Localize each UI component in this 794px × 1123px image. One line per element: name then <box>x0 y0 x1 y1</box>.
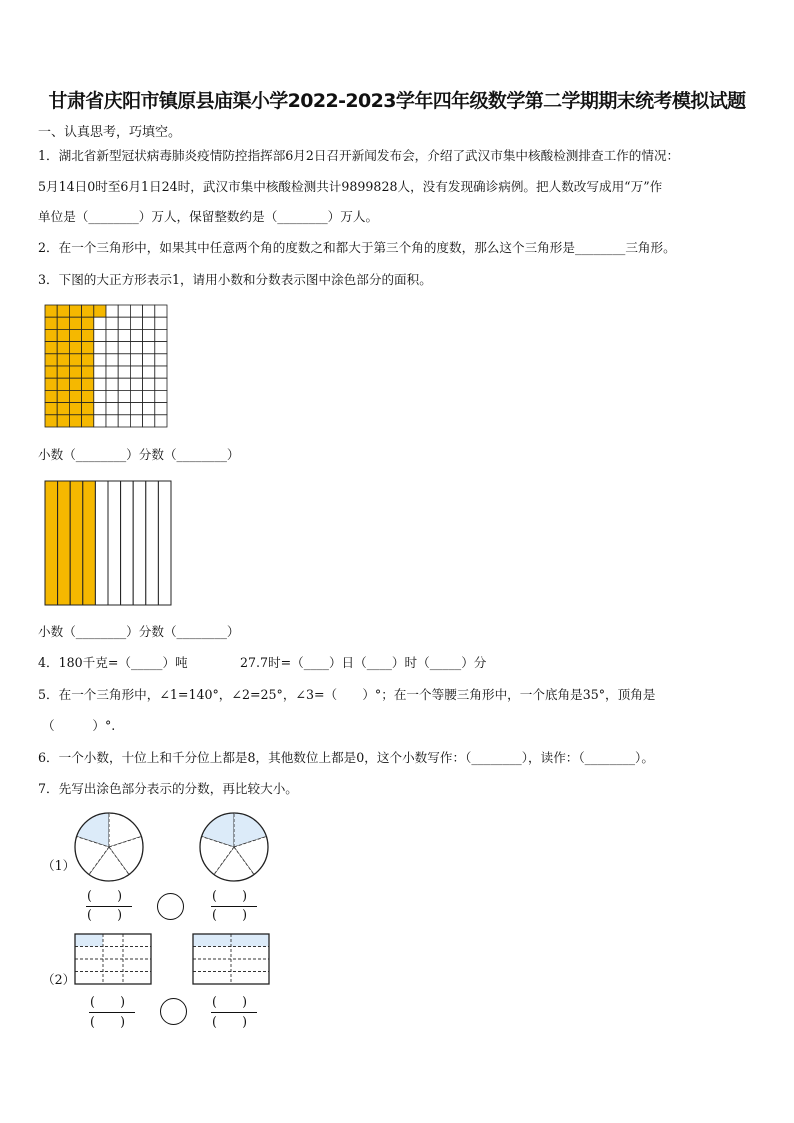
shaded-cell <box>69 390 81 402</box>
grid-cell <box>130 378 142 390</box>
shaded-cell <box>57 305 69 317</box>
rect-shaded-cell <box>193 934 231 947</box>
q3-text: 3．下图的大正方形表示1，请用小数和分数表示图中涂色部分的面积。 <box>38 272 432 287</box>
q5-line1: 5．在一个三角形中，∠1=140°，∠2=25°，∠3=（ ）°；在一个等腰三角形中，一个底角是35°，顶角是 <box>38 687 656 702</box>
shaded-cell <box>82 390 94 402</box>
grid-cell <box>143 415 155 427</box>
q7-label-2: （2） <box>42 972 76 987</box>
shaded-cell <box>45 342 57 354</box>
q1-line2: 5月14日0时至6月1日24时，武汉市集中核酸检测共计9899828人，没有发现确诊病例。把人数改写成用“万”作 <box>38 179 663 194</box>
shaded-cell <box>57 342 69 354</box>
shaded-cell <box>57 317 69 329</box>
shaded-cell <box>69 378 81 390</box>
grid-cell <box>94 366 106 378</box>
grid-cell <box>143 305 155 317</box>
grid-cell <box>106 317 118 329</box>
shaded-cell <box>94 305 106 317</box>
grid-cell <box>155 366 167 378</box>
shaded-cell <box>82 342 94 354</box>
shaded-strip <box>70 481 83 605</box>
fraction-denominator: ( ) <box>212 907 248 922</box>
fraction-denominator: ( ) <box>87 907 123 922</box>
q1-line3: 单位是（________）万人，保留整数约是（________）万人。 <box>38 209 379 224</box>
grid-cell <box>130 354 142 366</box>
grid-cell <box>155 342 167 354</box>
fraction-denominator: ( ) <box>90 1014 126 1029</box>
q4-part2: 27.7时=（____）日（____）时（_____）分 <box>240 655 487 670</box>
page-title: 甘肃省庆阳市镇原县庙渠小学2022-2023学年四年级数学第二学期期末统考模拟试题 <box>48 90 746 112</box>
grid-cell <box>155 305 167 317</box>
grid-cell <box>94 354 106 366</box>
shaded-strip <box>58 481 71 605</box>
shaded-cell <box>45 366 57 378</box>
grid-cell <box>118 317 130 329</box>
grid-cell <box>130 317 142 329</box>
shaded-cell <box>57 378 69 390</box>
shaded-cell <box>57 329 69 341</box>
q1-line1: 1．湖北省新型冠状病毒肺炎疫情防控指挥部6月2日召开新闻发布会，介绍了武汉市集中核酸检测排查工作的情况： <box>38 148 680 163</box>
grid-cell <box>130 366 142 378</box>
grid-cell <box>106 329 118 341</box>
shaded-cell <box>82 305 94 317</box>
compare-circle[interactable] <box>157 893 184 920</box>
grid-cell <box>106 342 118 354</box>
grid-cell <box>130 403 142 415</box>
pie-figure-right <box>198 811 270 883</box>
grid-cell <box>143 378 155 390</box>
grid-cell <box>155 317 167 329</box>
grid-cell <box>106 305 118 317</box>
shaded-cell <box>69 354 81 366</box>
rect-shaded-cell <box>75 934 103 947</box>
strip-figure <box>44 480 172 606</box>
shaded-cell <box>45 415 57 427</box>
grid-cell <box>118 390 130 402</box>
grid-cell <box>143 329 155 341</box>
grid-cell <box>118 354 130 366</box>
shaded-cell <box>69 305 81 317</box>
grid-cell <box>94 317 106 329</box>
shaded-cell <box>69 366 81 378</box>
grid-cell <box>143 390 155 402</box>
fraction-bar <box>211 1012 257 1013</box>
grid-cell <box>106 378 118 390</box>
grid-cell <box>106 390 118 402</box>
shaded-cell <box>57 354 69 366</box>
q5-line2: （ ）°. <box>42 718 116 733</box>
grid-cell <box>118 378 130 390</box>
shaded-cell <box>45 378 57 390</box>
grid-cell <box>106 403 118 415</box>
grid-cell <box>155 415 167 427</box>
shaded-cell <box>82 366 94 378</box>
grid-cell <box>94 378 106 390</box>
grid-cell <box>94 329 106 341</box>
grid-cell <box>118 329 130 341</box>
grid-cell <box>118 366 130 378</box>
grid-cell <box>94 415 106 427</box>
q2-text: 2．在一个三角形中，如果其中任意两个角的度数之和都大于第三个角的度数，那么这个三角形是________三角形。 <box>38 240 676 255</box>
shaded-cell <box>69 317 81 329</box>
grid-cell <box>130 342 142 354</box>
grid-cell <box>106 366 118 378</box>
grid-cell <box>130 390 142 402</box>
grid-cell <box>155 403 167 415</box>
grid-cell <box>118 415 130 427</box>
fraction-numerator: ( ) <box>212 888 248 903</box>
q4-part1: 4．180千克=（_____）吨 <box>38 655 188 670</box>
grid-cell <box>155 329 167 341</box>
q7-text: 7．先写出涂色部分表示的分数，再比较大小。 <box>38 781 298 796</box>
section-heading: 一、认真思考，巧填空。 <box>38 125 182 140</box>
fraction-bar <box>89 1012 135 1013</box>
grid-cell <box>143 366 155 378</box>
grid-cell <box>143 317 155 329</box>
shaded-cell <box>45 305 57 317</box>
grid-cell <box>118 342 130 354</box>
shaded-cell <box>82 329 94 341</box>
grid-cell <box>118 403 130 415</box>
strip <box>158 481 171 605</box>
shaded-cell <box>82 317 94 329</box>
shaded-cell <box>45 329 57 341</box>
fraction-denominator: ( ) <box>212 1014 248 1029</box>
grid-cell <box>130 329 142 341</box>
rect-shaded-cell <box>231 934 269 947</box>
shaded-strip <box>45 481 58 605</box>
strip <box>133 481 146 605</box>
grid-cell <box>106 415 118 427</box>
shaded-cell <box>82 403 94 415</box>
strip <box>95 481 108 605</box>
fraction-numerator: ( ) <box>90 994 126 1009</box>
grid-cell <box>106 354 118 366</box>
shaded-strip <box>83 481 96 605</box>
grid-cell <box>143 342 155 354</box>
q3-answer1: 小数（________）分数（________） <box>38 447 240 462</box>
grid-cell <box>130 305 142 317</box>
shaded-cell <box>45 403 57 415</box>
rect-figure-left <box>74 933 152 985</box>
grid-cell <box>155 390 167 402</box>
q3-answer2: 小数（________）分数（________） <box>38 624 240 639</box>
shaded-cell <box>57 390 69 402</box>
rect-figure-right <box>192 933 270 985</box>
shaded-cell <box>82 378 94 390</box>
shaded-cell <box>69 342 81 354</box>
shaded-cell <box>57 403 69 415</box>
grid-cell <box>118 305 130 317</box>
shaded-cell <box>69 329 81 341</box>
pie-figure-left <box>73 811 145 883</box>
q7-label-1: （1） <box>42 858 76 873</box>
shaded-cell <box>82 354 94 366</box>
fraction-numerator: ( ) <box>212 994 248 1009</box>
hundred-grid-figure <box>44 304 168 428</box>
grid-cell <box>94 403 106 415</box>
grid-cell <box>155 354 167 366</box>
shaded-cell <box>45 354 57 366</box>
grid-cell <box>94 342 106 354</box>
q6-text: 6．一个小数，十位上和千分位上都是8，其他数位上都是0，这个小数写作：（________），读作：（________）。 <box>38 750 654 765</box>
shaded-cell <box>69 403 81 415</box>
shaded-cell <box>57 366 69 378</box>
fraction-numerator: ( ) <box>87 888 123 903</box>
shaded-cell <box>69 415 81 427</box>
grid-cell <box>155 378 167 390</box>
shaded-cell <box>82 415 94 427</box>
shaded-cell <box>57 415 69 427</box>
grid-cell <box>130 415 142 427</box>
compare-circle[interactable] <box>160 998 187 1025</box>
grid-cell <box>143 354 155 366</box>
strip <box>121 481 134 605</box>
shaded-cell <box>45 390 57 402</box>
shaded-cell <box>45 317 57 329</box>
grid-cell <box>94 390 106 402</box>
strip <box>146 481 159 605</box>
grid-cell <box>143 403 155 415</box>
strip <box>108 481 121 605</box>
